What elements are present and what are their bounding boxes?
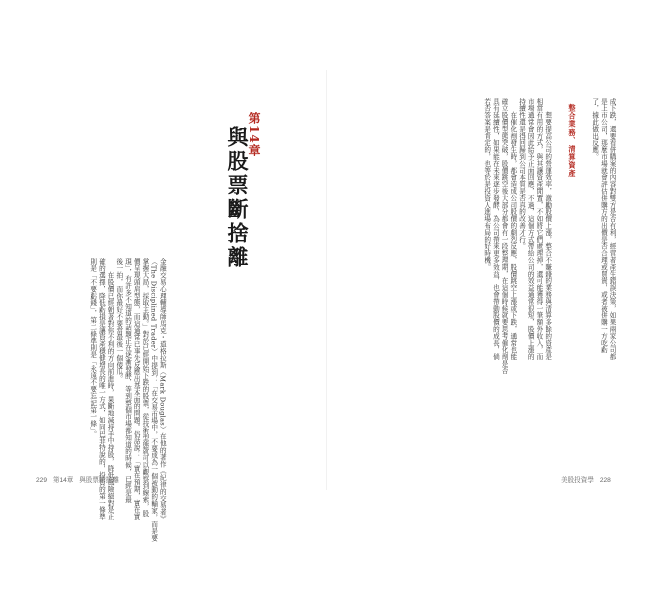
section-heading: 整合業務、清算資產 <box>568 104 577 178</box>
text-line: 具有延續性，如果能在未來逐步發酵，為公司帶來更多效益，也會帶動股價的成長，倘 <box>491 98 500 361</box>
right-body-top-text <box>590 98 617 361</box>
chapter-title: 與股票斷捨離 <box>225 126 250 270</box>
footer-book-title: 美股投資學 <box>561 477 594 484</box>
text-line: 金融交易心理輔導師馬克・道格拉斯（Mark Douglas）在他的著作《紀律的交易者》 <box>158 258 167 523</box>
text-line: 則是「不要虧錢」，第二條準則是「永遠不要忘記第一條」。 <box>88 258 97 438</box>
text-line: 是上市公司，那麼市場就會評估併購方的出價是否合理或買貴，或者被併購一方吃虧 <box>599 98 608 354</box>
footer-chapter: 第14章 <box>52 477 74 484</box>
text-line: 了，據此做出反應。 <box>590 98 599 161</box>
text-line: 市場通常會因此給予正面回應，不過，這個方式帶給公司的效益通常很短，股價上漲的 <box>526 98 535 361</box>
right-footer <box>561 474 615 484</box>
text-line: 確立股價型態突破，股價跳空後大部分都會有一段整理期，在這個時候就要思考催化劑是否 <box>500 98 509 374</box>
page-number: 228 <box>599 477 611 484</box>
text-line: 掌握大局，採取主動。」對於已經開始下跌的股票，從技術型態就可以觀察到線索，股 <box>140 258 149 517</box>
text-line: 後一拍，而你最好不要當最後一個傻瓜。 <box>114 258 123 383</box>
page-number: 229 <box>36 477 48 484</box>
text-line: 價呈現頭肩型態，而這通常已事先反應出基本面的問題。俗話說：「實在預期，實在實 <box>132 258 141 521</box>
text-line: 在催化劑發生時，都會造成公司股價的劇烈反應，股價跳空上漲或下跌，通常也能 <box>508 98 517 361</box>
text-line: 成下跌，還要看併購案的內容對雙方是否有利，經营者產生錯誤決策，如果兩家公司都 <box>608 98 617 361</box>
text-line: 想要提高公司的營運效率，激勵股價上漲，整合不賺錢的業務與清算多餘的資產是 <box>543 98 552 361</box>
text-line: 持續性還是得回歸到公司本質是否真的改善才行。 <box>517 98 526 250</box>
left-page <box>0 0 327 609</box>
footer-title: 與股票斷捨離 <box>79 477 119 484</box>
text-line: 在股價已經朝著對你不利的方向前進時，果斷地減持手中持股，降低風險絕對是正 <box>106 258 115 521</box>
text-line: 若否答案是肯定的，也等於是投資人進場布局的好時機。 <box>482 98 491 271</box>
right-page <box>327 0 655 609</box>
text-line: 確的選擇，降低虧損是讓資產穩健增長的唯一方式，如同巴菲特說的，投資的第一條準 <box>97 258 106 521</box>
right-body-bottom-text <box>482 98 552 374</box>
text-line: 現」，有許多不知道的話題正在逐漸發酵，等到整個市場都知道的時候，已經是最 <box>123 258 132 504</box>
left-footer <box>36 474 123 484</box>
chapter-number: 第14章 <box>247 112 261 157</box>
text-line: 相當有用的方式，與其讓資產閒置，不如將它們處理掉，還可能獲得一筆額外收入，而 <box>534 98 543 361</box>
text-line: （The Disciplined Trader）中提到：「在交易市場中，不要成為一個被動的輸家，而是要 <box>149 258 158 542</box>
